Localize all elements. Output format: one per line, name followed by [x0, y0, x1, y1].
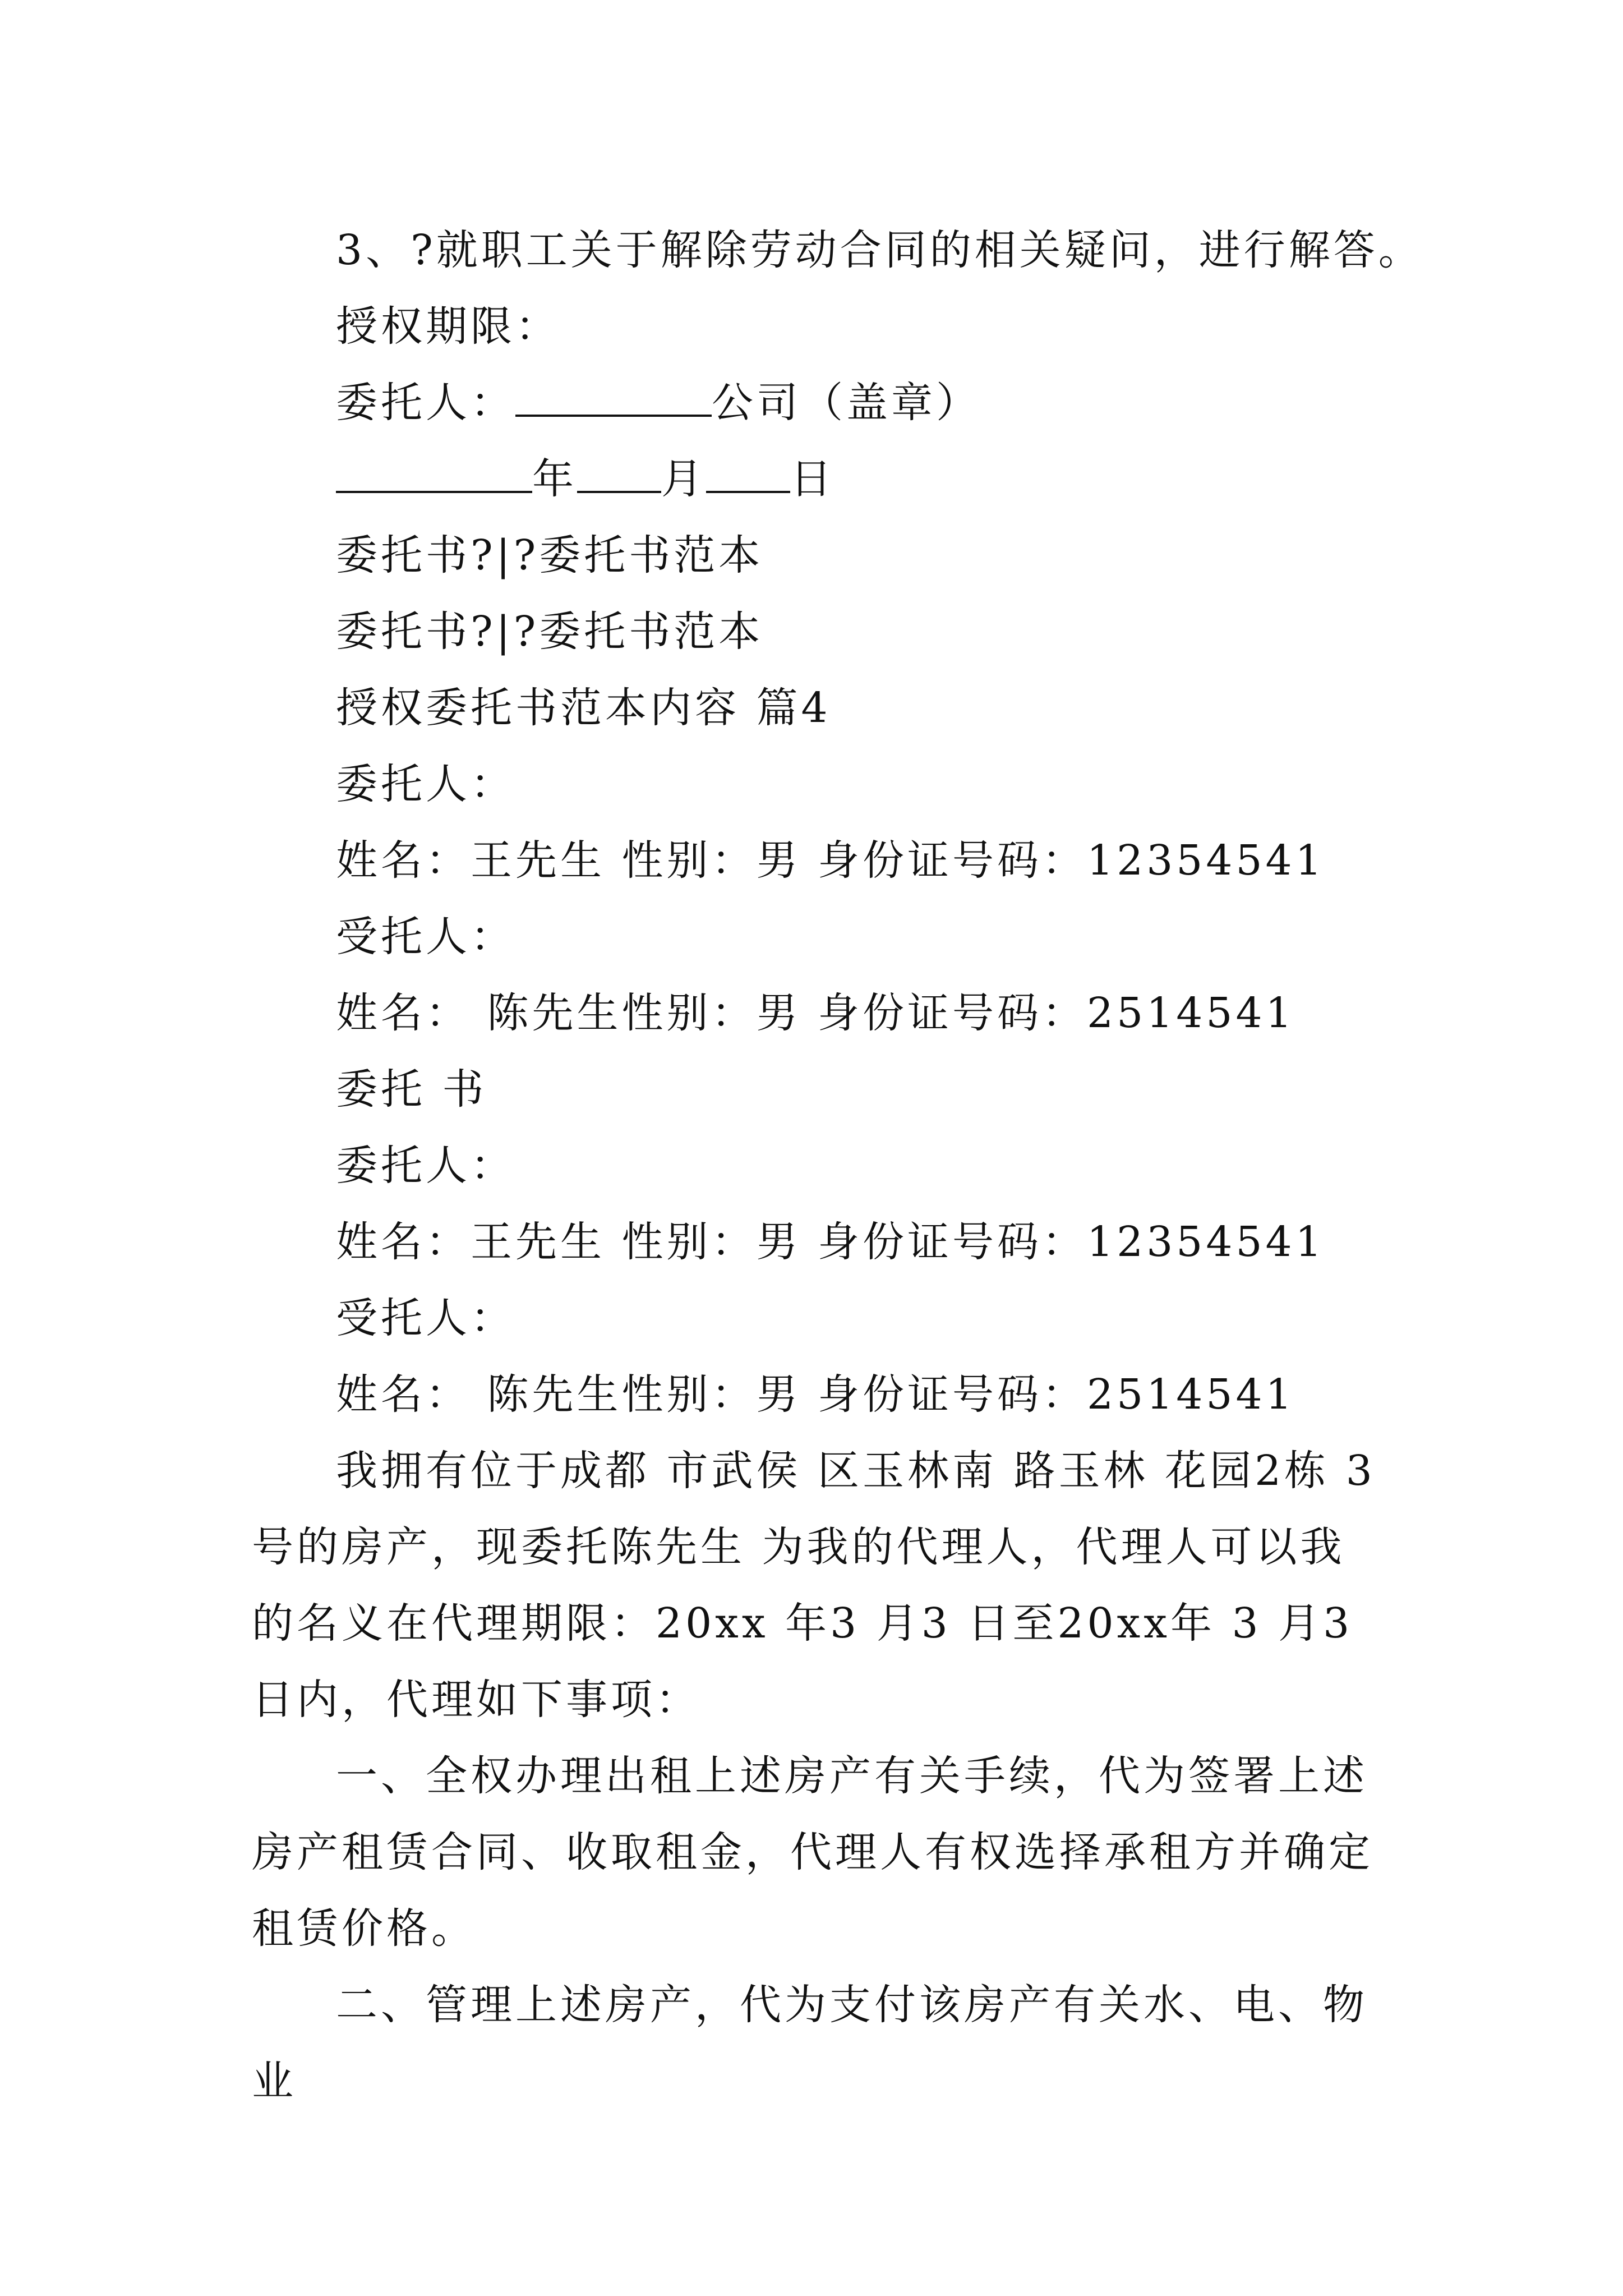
- day-blank: [706, 455, 790, 493]
- text-line: 受托人：: [336, 913, 515, 961]
- month-blank: [577, 455, 661, 493]
- year-blank: [336, 455, 532, 493]
- company-stamp-label: 公司（盖章）: [712, 379, 981, 427]
- text-line: 委托人：: [336, 1142, 515, 1190]
- text-line: 受托人：: [336, 1294, 515, 1342]
- paragraph: 二、管理上述房产，代为支付该房产有关水、电、物业: [252, 1981, 1368, 2105]
- text-line: 委托书?|?委托书范本: [336, 531, 764, 579]
- year-label: 年: [532, 455, 577, 503]
- text-line: 授权期限：: [336, 302, 560, 351]
- paragraph: 一、全权办理出租上述房产有关手续，代为签署上述房产租赁合同、收取租金，代理人有权选择承租方并确定租赁价格。: [252, 1752, 1373, 1953]
- date-signature-line: [252, 441, 1385, 517]
- text-line: 委托书?|?委托书范本: [336, 608, 764, 656]
- text-line: 委托人：: [336, 760, 515, 808]
- text-line: 姓名：王先生 性别：男 身份证号码：12354541: [336, 836, 1325, 885]
- month-label: 月: [661, 455, 706, 503]
- paragraph: 我拥有位于成都 市武侯 区玉林南 路玉林 花园2栋 3号的房产，现委托陈先生 为我的代理人，代理人可以我的名义在代理期限：20xx 年3 月3 日至20xx年 3 月3 日内，代理如下事项：: [252, 1447, 1376, 1724]
- text-line: 姓名： 陈先生性别：男 身份证号码：2514541: [336, 989, 1295, 1037]
- client-signature-line: [252, 365, 1385, 441]
- document-body: [252, 212, 1423, 2119]
- text-line: 3、?就职工关于解除劳动合同的相关疑问，进行解答。: [336, 226, 1423, 274]
- text-line: 姓名： 陈先生性别：男 身份证号码：2514541: [336, 1370, 1295, 1419]
- text-line: 姓名：王先生 性别：男 身份证号码：12354541: [336, 1218, 1325, 1266]
- client-label: 委托人：: [336, 379, 515, 427]
- company-blank: [515, 379, 712, 417]
- section-heading: 授权委托书范本内容 篇4: [336, 684, 831, 732]
- day-label: 日: [790, 455, 835, 503]
- document-title: 委托 书: [336, 1065, 487, 1114]
